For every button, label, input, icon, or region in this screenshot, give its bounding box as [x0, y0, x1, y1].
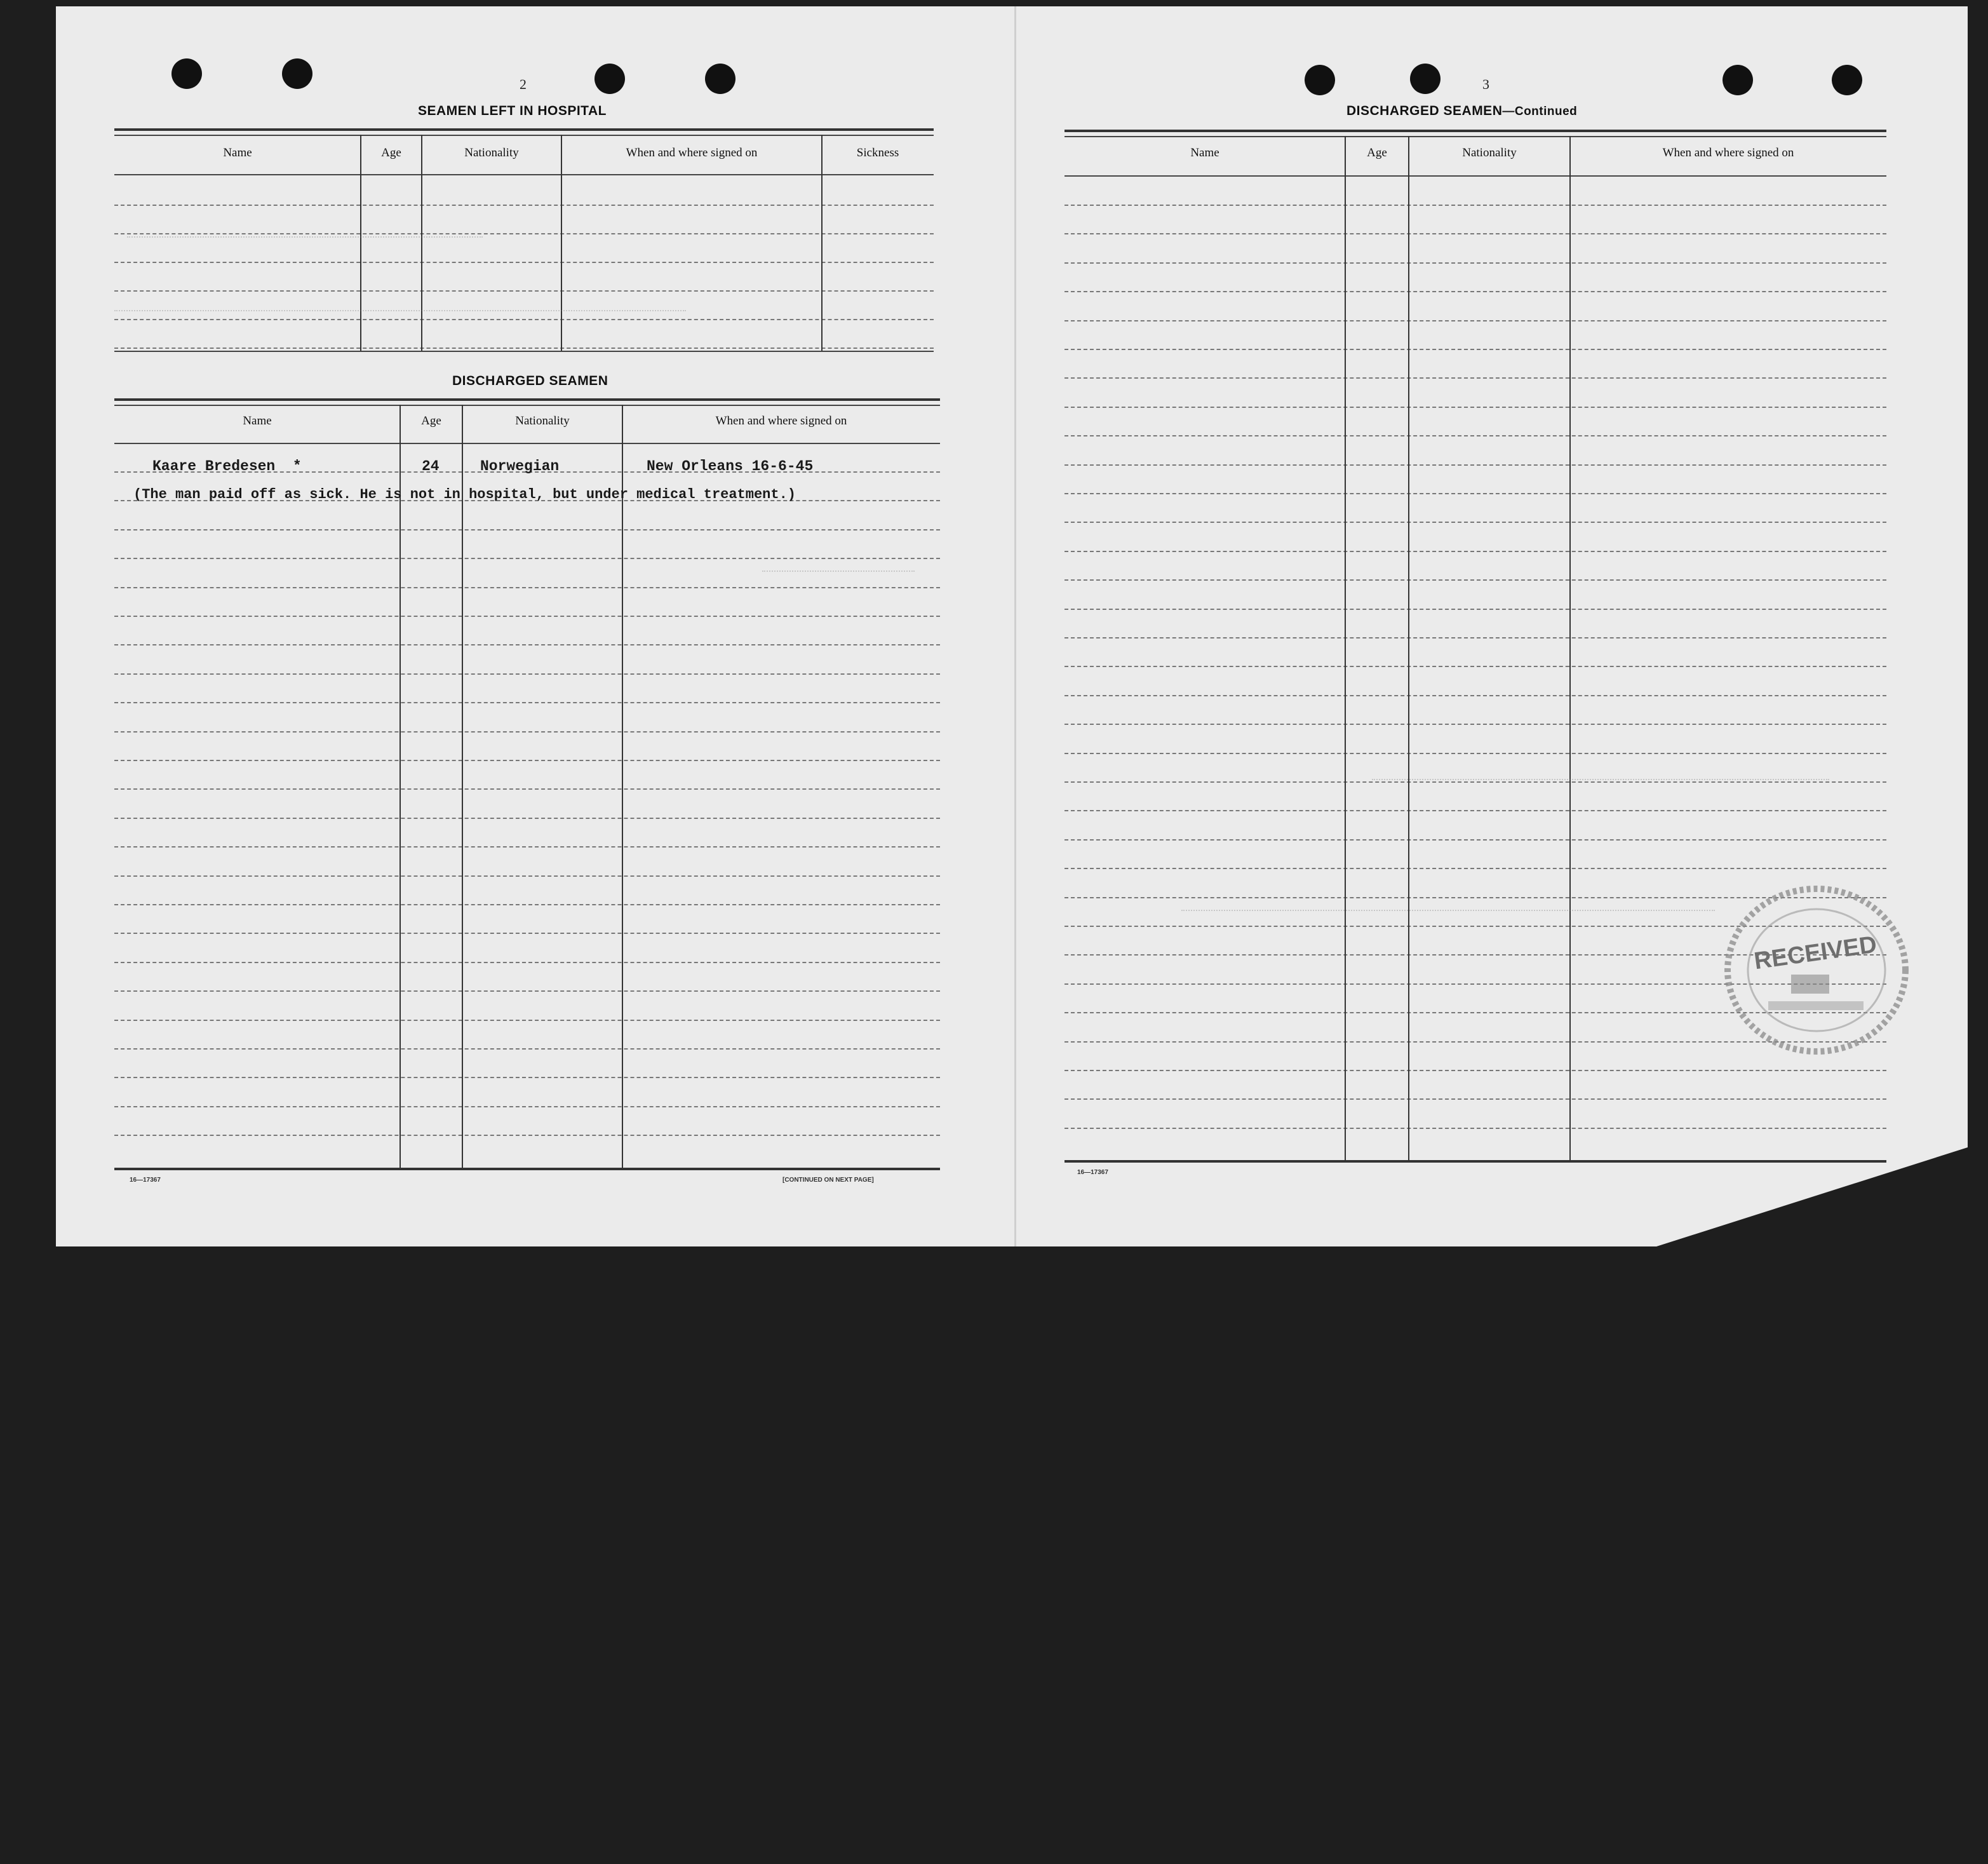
ruled-line [1065, 551, 1886, 552]
bleed-through [1372, 779, 1829, 780]
ruled-line [1065, 695, 1886, 696]
ruled-line [114, 1106, 940, 1107]
ruled-line [114, 587, 940, 588]
entry-nationality: Norwegian [480, 458, 560, 475]
column-divider [400, 405, 401, 1168]
punch-hole [1832, 65, 1862, 95]
col-header-signed-on: When and where signed on [626, 146, 758, 159]
ruled-line [114, 962, 940, 963]
col-header-signed-on: When and where signed on [1662, 146, 1794, 159]
ruled-line [1065, 291, 1886, 292]
rule [114, 1168, 940, 1170]
ruled-line [1065, 205, 1886, 206]
col-header-nationality: Nationality [515, 414, 570, 428]
bleed-through [762, 571, 915, 572]
ruled-line [1065, 1098, 1886, 1100]
ruled-line [114, 262, 934, 263]
col-header-name: Name [243, 414, 272, 428]
col-header-name: Name [223, 146, 252, 159]
entry-note: (The man paid off as sick. He is not in hospital, but under medical treatment.) [133, 487, 796, 503]
header-rule [1065, 175, 1886, 177]
punch-hole [1410, 64, 1441, 94]
svg-text:RECEIVED: RECEIVED [1752, 931, 1879, 975]
ruled-line [1065, 1128, 1886, 1129]
ruled-line [1065, 637, 1886, 638]
column-divider [360, 135, 361, 351]
hospital-section-title: SEAMEN LEFT IN HOSPITAL [418, 104, 607, 118]
rule [114, 135, 934, 136]
ruled-line [114, 1048, 940, 1050]
header-rule [114, 174, 934, 175]
discharged-section-title: DISCHARGED SEAMEN [452, 374, 608, 388]
document-sheet [56, 6, 1968, 1246]
column-divider [1345, 136, 1346, 1160]
ruled-line [114, 290, 934, 292]
ruled-line [114, 616, 940, 617]
bleed-through [127, 236, 483, 238]
ruled-line [114, 933, 940, 934]
ruled-line [114, 702, 940, 703]
column-divider [821, 135, 823, 351]
ruled-line [1065, 377, 1886, 379]
ruled-line [114, 990, 940, 992]
punch-hole [282, 58, 312, 89]
rule [114, 351, 934, 352]
ruled-line [1065, 868, 1886, 869]
ruled-line [114, 788, 940, 790]
ruled-line [1065, 1070, 1886, 1071]
bleed-through [1181, 910, 1715, 911]
entry-signed-on: New Orleans 16-6-45 [647, 458, 814, 475]
rule [1065, 130, 1886, 132]
ruled-line [114, 818, 940, 819]
column-divider [622, 405, 623, 1168]
form-number: 16—17367 [130, 1177, 161, 1184]
ruled-line [114, 319, 934, 320]
ruled-line [1065, 349, 1886, 350]
ruled-line [1065, 435, 1886, 436]
column-divider [421, 135, 422, 351]
ruled-line [114, 904, 940, 905]
rule [114, 398, 940, 401]
ruled-line [114, 760, 940, 761]
column-divider [1408, 136, 1409, 1160]
ruled-line [1065, 609, 1886, 610]
col-header-sickness: Sickness [856, 146, 899, 159]
rule [1065, 1160, 1886, 1163]
ruled-line [1065, 810, 1886, 811]
ruled-line [114, 846, 940, 848]
ruled-line [114, 233, 934, 234]
ruled-line [1065, 753, 1886, 754]
rule [114, 405, 940, 406]
bleed-through [114, 310, 686, 311]
punch-hole [171, 58, 202, 89]
ruled-line [1065, 724, 1886, 725]
col-header-age: Age [421, 414, 441, 428]
rule [114, 128, 934, 131]
ruled-line [114, 673, 940, 675]
ruled-line [1065, 262, 1886, 264]
ruled-line [114, 1020, 940, 1021]
column-divider [561, 135, 562, 351]
ruled-line [1065, 781, 1886, 783]
ruled-line [114, 1077, 940, 1078]
form-number: 16—17367 [1077, 1169, 1108, 1176]
punch-hole [705, 64, 735, 94]
ruled-line [1065, 233, 1886, 234]
punch-hole [1305, 65, 1335, 95]
header-rule [114, 443, 940, 444]
continued-note: [CONTINUED ON NEXT PAGE] [782, 1177, 874, 1184]
col-header-nationality: Nationality [464, 146, 519, 159]
column-divider [1569, 136, 1571, 1160]
received-stamp [1715, 872, 1918, 1069]
ruled-line [114, 875, 940, 877]
col-header-age: Age [1367, 146, 1387, 159]
page-number: 3 [1482, 76, 1489, 92]
ruled-line [114, 205, 934, 206]
col-header-nationality: Nationality [1462, 146, 1517, 159]
col-header-age: Age [381, 146, 401, 159]
ruled-line [1065, 407, 1886, 408]
ruled-line [114, 529, 940, 530]
punch-hole [1723, 65, 1753, 95]
ruled-line [1065, 464, 1886, 466]
ruled-line [114, 1135, 940, 1136]
ruled-line [114, 348, 934, 349]
page-number: 2 [520, 76, 527, 92]
entry-age: 24 [422, 458, 440, 475]
col-header-signed-on: When and where signed on [715, 414, 847, 428]
ruled-line [1065, 493, 1886, 494]
ruled-line [1065, 522, 1886, 523]
col-header-name: Name [1190, 146, 1219, 159]
column-divider [462, 405, 463, 1168]
center-fold [1014, 6, 1016, 1246]
page-title: DISCHARGED SEAMEN—Continued [1347, 104, 1578, 118]
ruled-line [1065, 666, 1886, 667]
ruled-line [114, 558, 940, 559]
rule [1065, 136, 1886, 137]
ruled-line [1065, 839, 1886, 841]
ruled-line [114, 644, 940, 645]
ruled-line [1065, 579, 1886, 581]
ruled-line [114, 731, 940, 733]
entry-name: Kaare Bredesen * [152, 458, 302, 475]
punch-hole [594, 64, 625, 94]
ruled-line [1065, 320, 1886, 321]
